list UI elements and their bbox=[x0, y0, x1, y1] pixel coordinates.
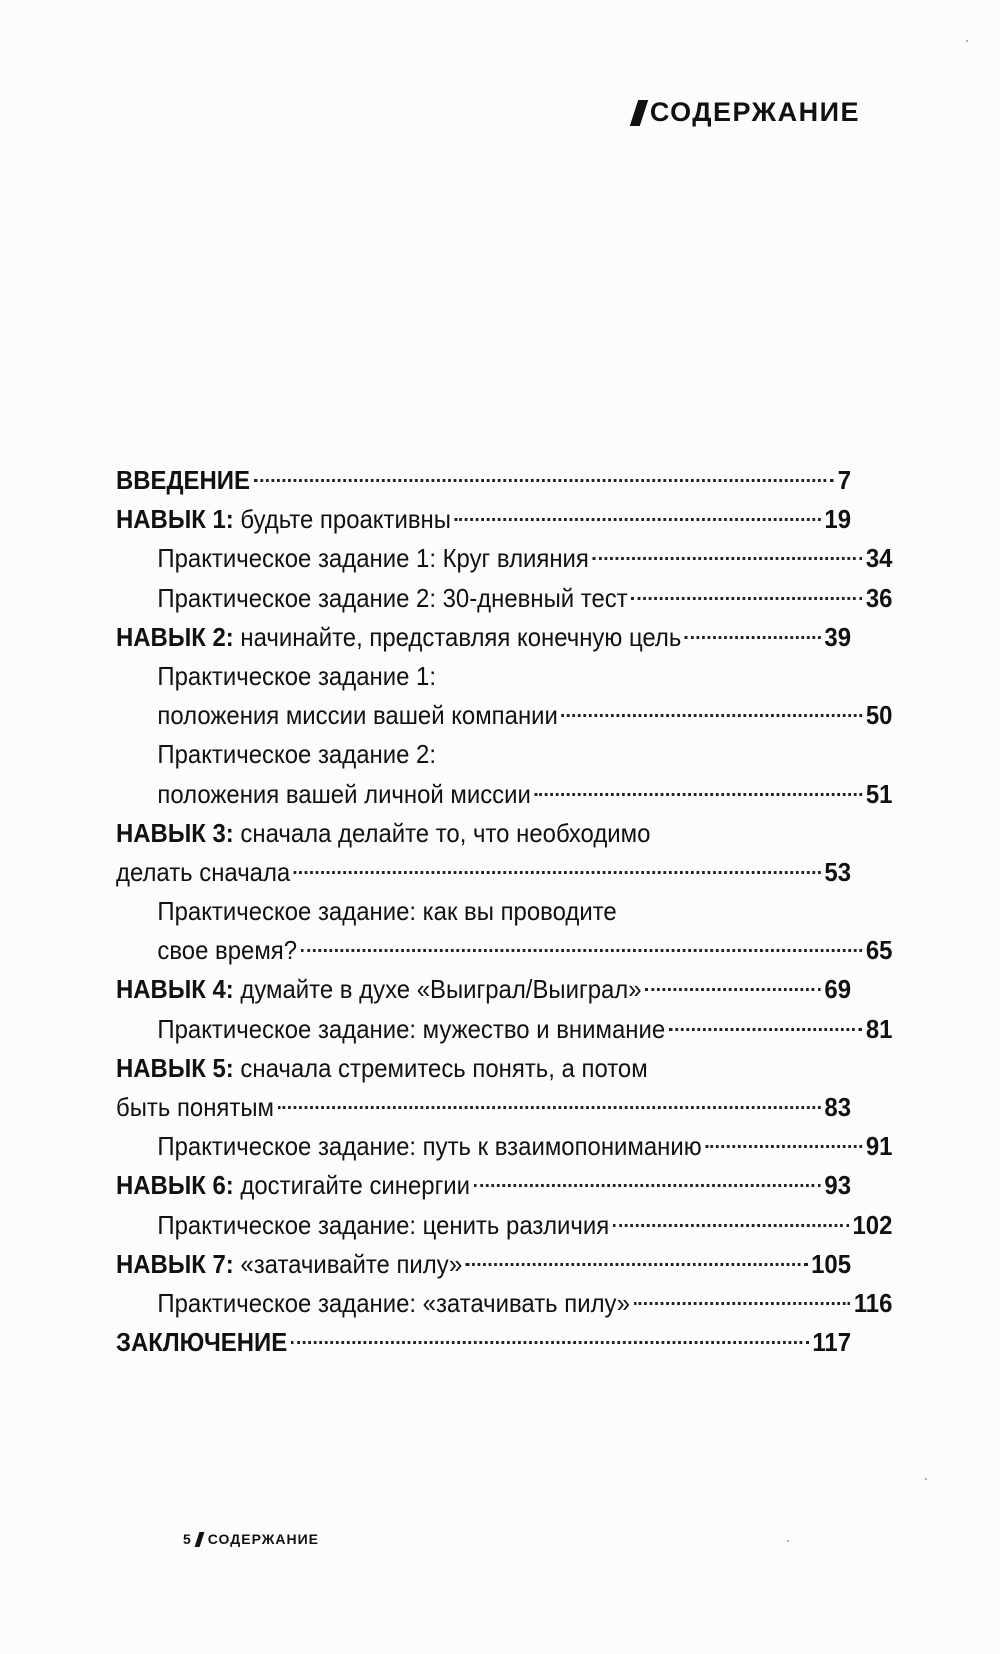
toc-entry-habit-3[interactable] bbox=[116, 814, 851, 853]
toc-entry-exercise[interactable] bbox=[116, 775, 892, 814]
dot-leader bbox=[294, 871, 821, 874]
scan-speck bbox=[966, 40, 968, 42]
toc-entry-exercise[interactable] bbox=[116, 539, 892, 578]
dot-leader bbox=[645, 988, 820, 991]
toc-entry-exercise-line[interactable] bbox=[116, 735, 892, 774]
toc-entry-habit-2[interactable] bbox=[116, 618, 851, 657]
scan-speck bbox=[925, 1478, 927, 1480]
toc-entry-text: достигайте синергии bbox=[233, 1170, 471, 1201]
toc-entry-label bbox=[116, 618, 681, 657]
slash-mark-icon bbox=[630, 100, 648, 126]
dot-leader bbox=[466, 1263, 807, 1266]
toc-entry-heading: ЗАКЛЮЧЕНИЕ bbox=[116, 1327, 288, 1358]
toc-entry-text: делать сначала bbox=[116, 856, 291, 887]
dot-leader bbox=[254, 479, 834, 482]
toc-entry-heading: НАВЫК 2: bbox=[116, 621, 234, 652]
toc-entry-introduction[interactable] bbox=[116, 461, 851, 500]
toc-entry-text: сначала стремитесь понять, а потом bbox=[233, 1052, 648, 1083]
toc-page-number: 39 bbox=[824, 621, 852, 652]
dot-leader bbox=[705, 1145, 862, 1148]
toc-entry-text: свое время? bbox=[157, 935, 298, 966]
scan-speck bbox=[787, 1540, 789, 1542]
toc-entry-habit-1[interactable] bbox=[116, 500, 851, 539]
toc-entry-text: думайте в духе «Выиграл/Выиграл» bbox=[233, 974, 642, 1005]
toc-page-number: 93 bbox=[824, 1170, 852, 1201]
toc-entry-exercise-line[interactable] bbox=[116, 657, 892, 696]
toc-page-number: 50 bbox=[865, 700, 893, 731]
toc-entry-heading: ВВЕДЕНИЕ bbox=[116, 465, 250, 495]
dot-leader bbox=[474, 1184, 821, 1187]
toc-entry-habit-7[interactable] bbox=[116, 1245, 851, 1284]
toc-page-number: 19 bbox=[824, 504, 852, 535]
dot-leader bbox=[593, 557, 863, 560]
toc-entry-heading: НАВЫК 3: bbox=[116, 817, 234, 848]
dot-leader bbox=[535, 793, 863, 796]
toc-entry-exercise[interactable] bbox=[116, 579, 892, 618]
footer-section-title: СОДЕРЖАНИЕ bbox=[207, 1531, 320, 1547]
toc-page-number: 51 bbox=[865, 778, 893, 809]
table-of-contents bbox=[116, 461, 893, 1362]
toc-entry-heading: НАВЫК 5: bbox=[116, 1052, 234, 1083]
toc-page-number: 69 bbox=[824, 974, 852, 1005]
toc-page-number: 65 bbox=[865, 935, 893, 966]
toc-entry-habit-3-continued[interactable] bbox=[116, 853, 851, 892]
toc-entry-text: «затачивайте пилу» bbox=[233, 1248, 463, 1279]
toc-entry-text: положения вашей личной миссии bbox=[157, 778, 531, 809]
dot-leader bbox=[562, 714, 863, 717]
slash-mark-icon bbox=[194, 1532, 204, 1547]
toc-entry-text: Практическое задание: путь к взаимопониманию bbox=[157, 1131, 702, 1162]
toc-entry-text: Практическое задание: мужество и внимание bbox=[157, 1013, 666, 1044]
toc-entry-heading: НАВЫК 6: bbox=[116, 1170, 234, 1201]
toc-entry-text: Практическое задание: ценить различия bbox=[157, 1209, 610, 1240]
toc-entry-text: быть понятым bbox=[116, 1092, 274, 1122]
toc-entry-label bbox=[116, 500, 451, 539]
toc-entry-label bbox=[116, 1049, 648, 1088]
toc-entry-text: Практическое задание: как вы проводите bbox=[157, 896, 617, 927]
toc-page-number: 105 bbox=[811, 1248, 852, 1279]
toc-entry-heading: НАВЫК 1: bbox=[116, 504, 234, 535]
toc-entry-habit-4[interactable] bbox=[116, 970, 851, 1009]
dot-leader bbox=[455, 518, 821, 521]
toc-entry-text: Практическое задание 2: 30-дневный тест bbox=[157, 582, 628, 613]
toc-entry-exercise[interactable] bbox=[116, 1284, 892, 1323]
toc-entry-text: начинайте, представляя конечную цель bbox=[233, 621, 682, 652]
toc-page-number: 102 bbox=[852, 1209, 893, 1240]
toc-entry-text: Практическое задание: «затачивать пилу» bbox=[157, 1287, 631, 1318]
dot-leader bbox=[291, 1341, 809, 1344]
toc-page-number: 36 bbox=[865, 582, 893, 613]
dot-leader bbox=[669, 1028, 862, 1031]
toc-entry-exercise[interactable] bbox=[116, 696, 892, 735]
page-title: СОДЕРЖАНИЕ bbox=[649, 97, 860, 127]
toc-entry-exercise[interactable] bbox=[116, 1127, 892, 1166]
toc-page-number: 117 bbox=[812, 1327, 852, 1358]
toc-entry-exercise[interactable] bbox=[116, 1206, 892, 1245]
dot-leader bbox=[631, 597, 862, 600]
footer-page-number: 5 bbox=[183, 1531, 191, 1547]
toc-entry-habit-5[interactable] bbox=[116, 1049, 851, 1088]
dot-leader bbox=[613, 1224, 849, 1227]
page-header bbox=[634, 97, 860, 128]
toc-entry-label bbox=[116, 970, 642, 1009]
toc-entry-label bbox=[116, 1323, 287, 1362]
toc-entry-habit-6[interactable] bbox=[116, 1166, 851, 1205]
toc-page-number: 34 bbox=[865, 543, 893, 574]
dot-leader bbox=[685, 636, 821, 639]
toc-entry-habit-5-continued[interactable] bbox=[116, 1088, 851, 1127]
toc-entry-text: Практическое задание 1: bbox=[157, 660, 436, 691]
toc-page-number: 81 bbox=[865, 1013, 893, 1044]
toc-entry-text: положения миссии вашей компании bbox=[157, 700, 558, 731]
toc-page-number: 83 bbox=[824, 1092, 852, 1122]
toc-entry-exercise[interactable] bbox=[116, 931, 892, 970]
toc-page-number: 91 bbox=[865, 1131, 893, 1162]
toc-entry-conclusion[interactable] bbox=[116, 1323, 851, 1362]
toc-entry-heading: НАВЫК 4: bbox=[116, 974, 234, 1005]
toc-entry-label bbox=[116, 814, 650, 853]
toc-entry-exercise[interactable] bbox=[116, 1010, 892, 1049]
toc-entry-text: будьте проактивны bbox=[233, 504, 451, 535]
toc-entry-text: Практическое задание 2: bbox=[157, 739, 436, 770]
toc-page-number: 7 bbox=[837, 465, 852, 495]
toc-entry-label bbox=[116, 1166, 470, 1205]
toc-page-number: 116 bbox=[853, 1287, 893, 1318]
page-footer bbox=[183, 1531, 319, 1547]
dot-leader bbox=[301, 949, 862, 952]
toc-entry-exercise-line[interactable] bbox=[116, 892, 892, 931]
toc-entry-label bbox=[116, 1245, 462, 1284]
toc-entry-text: Практическое задание 1: Круг влияния bbox=[157, 543, 589, 574]
toc-entry-label bbox=[116, 461, 250, 500]
dot-leader bbox=[278, 1106, 821, 1109]
toc-page-number: 53 bbox=[824, 856, 852, 887]
toc-entry-heading: НАВЫК 7: bbox=[116, 1248, 234, 1279]
toc-entry-text: сначала делайте то, что необходимо bbox=[233, 817, 651, 848]
dot-leader bbox=[634, 1302, 850, 1305]
